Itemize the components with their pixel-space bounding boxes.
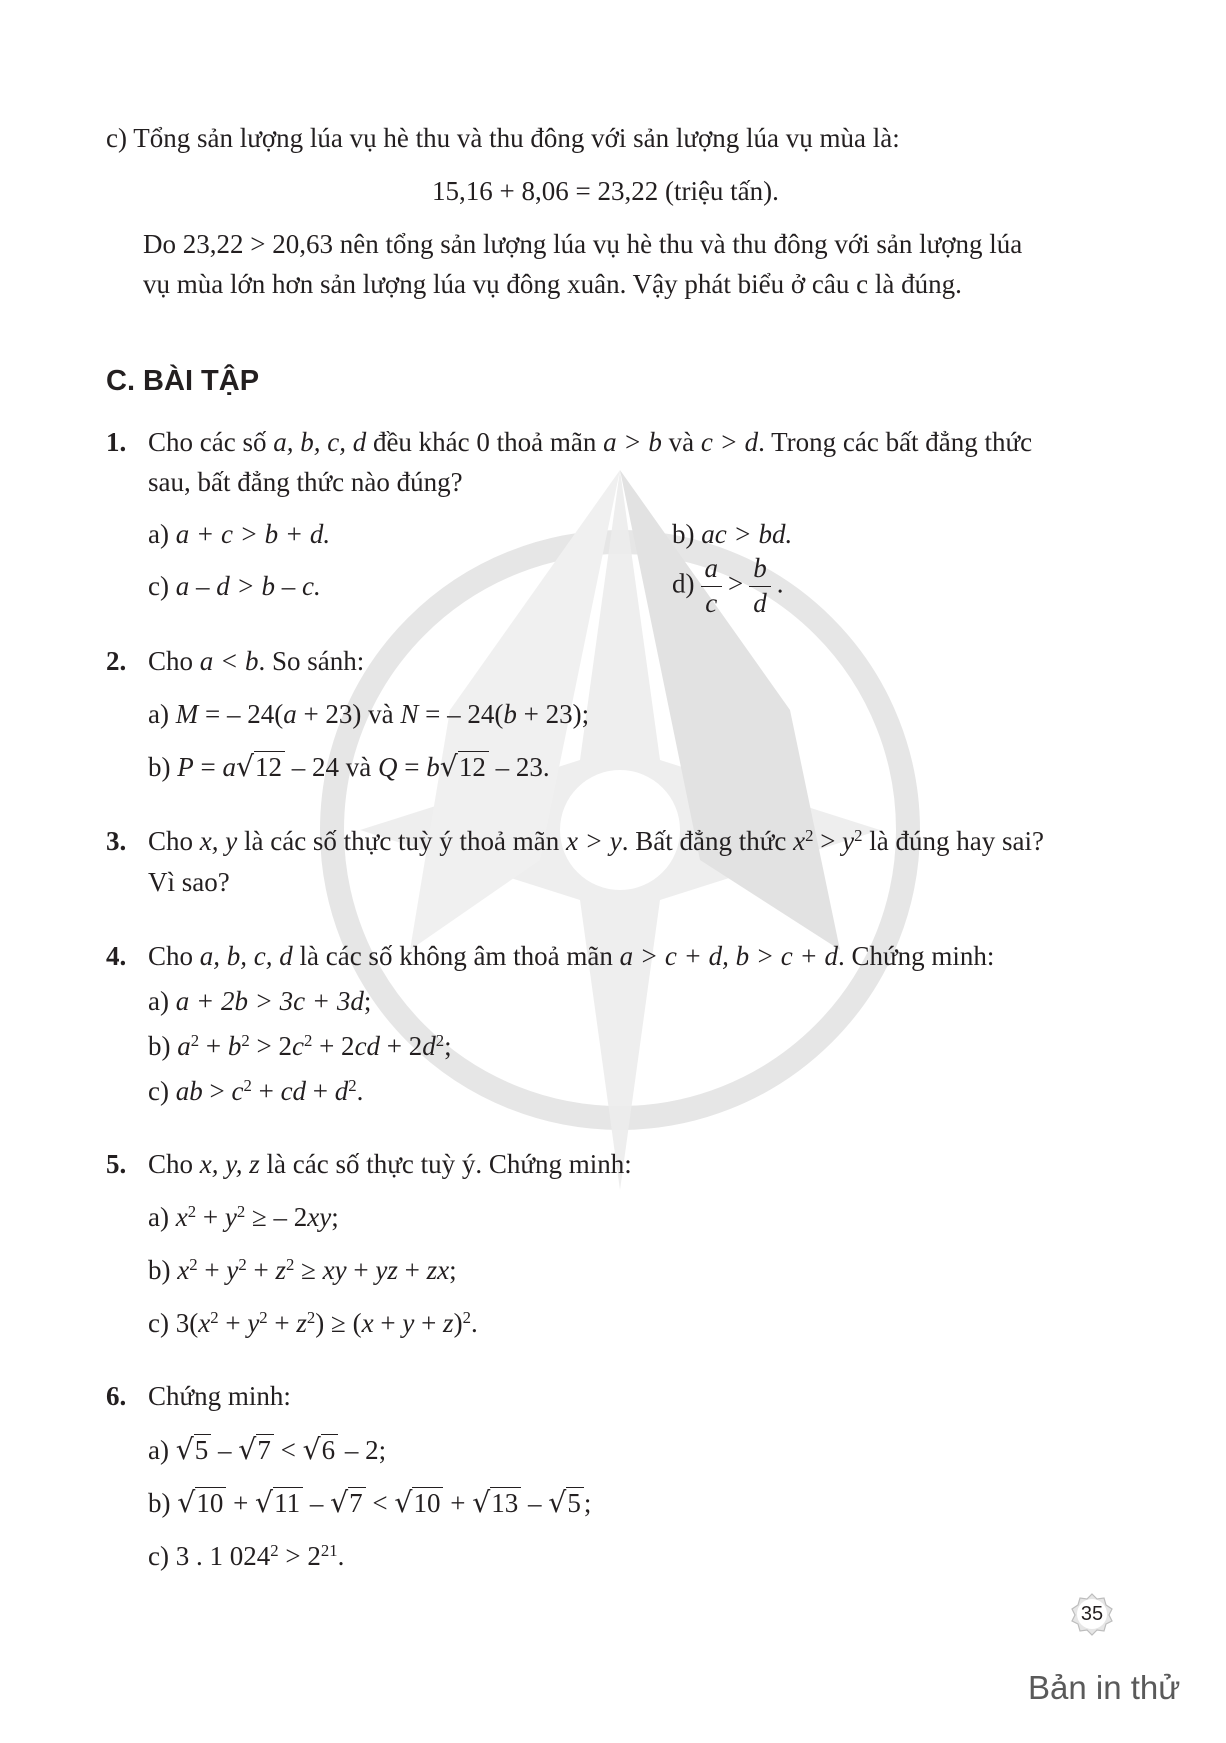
exercise-number: 5.: [106, 1149, 127, 1179]
exercise-number: 6.: [106, 1381, 127, 1411]
fraction-a-over-c: $\frac{a}{c}$: [701, 552, 723, 621]
section-title: C. BÀI TẬP: [106, 365, 260, 397]
exercise-number: 4.: [106, 941, 127, 971]
exercise-1-option-b: b) ac > bd.: [672, 519, 793, 549]
intro-line-1: c) Tổng sản lượng lúa vụ hè thu và thu đông với sản lượng lúa vụ mùa là:: [106, 123, 900, 153]
fraction-b-over-d: $\frac{b}{d}$: [749, 552, 771, 621]
exercise-2-option-b: b) P = a√12 – 24 và Q = b√12 – 23.: [148, 750, 550, 783]
exercise-6-option-c: c) 3 . 1 $024^2 > 2^{21}$.: [148, 1540, 345, 1571]
exercise-6-option-a: a) √5 – √7 < √6 – 2;: [148, 1433, 387, 1466]
exercise-3-line-2: Vì sao?: [148, 867, 230, 897]
exercise-5-option-b: b) $x^2 + y^2 + z^2$ ≥ xy + yz + zx;: [148, 1254, 457, 1285]
intro-equation: 15,16 + 8,06 = 23,22 (triệu tấn).: [432, 176, 779, 206]
exercise-4: 4. Cho a, b, c, d là các số không âm thoả mãn a > c + d, b > c + d. Chứng minh:: [106, 938, 994, 974]
exercise-6-option-b: b) √10 + √11 – √7 < √10 + √13 – √5 ;: [148, 1486, 592, 1519]
exercise-number: 1.: [106, 427, 127, 457]
intro-line-2: Do 23,22 > 20,63 nên tổng sản lượng lúa vụ hè thu và thu đông với sản lượng lúa: [143, 229, 1023, 259]
exercise-5: 5. Cho x, y, z là các số thực tuỳ ý. Chứng minh:: [106, 1146, 632, 1182]
page-number: 35: [1080, 1603, 1104, 1625]
exercise-1-option-d: d) $\frac{a}{c}$ > $\frac{b}{d}$ .: [672, 552, 783, 621]
exercise-4-option-c: c) ab > $c^2$ + cd + $d^2$.: [148, 1075, 364, 1106]
exercise-4-option-b: b) $a^2 + b^2 > 2c^2 + 2cd + 2d^2$;: [148, 1030, 452, 1061]
exercise-2: 2. Cho a < b. So sánh:: [106, 643, 364, 679]
proof-label: Bản in thử: [1028, 1669, 1181, 1706]
exercise-1-line-2: sau, bất đẳng thức nào đúng?: [148, 467, 463, 497]
exercise-3: 3. Cho x, y là các số thực tuỳ ý thoả mãn x > y. Bất đẳng thức $x^2 > y^2$ là đúng hay sai?: [106, 823, 1044, 859]
exercise-1-option-a: a) a + c > b + d.: [148, 519, 331, 549]
exercise-5-option-c: c) $3(x^2 + y^2 + z^2) \ge (x + y + z)^2$.: [148, 1307, 478, 1338]
exercise-2-option-a: a) M = – 24(a + 23) và N = – 24(b + 23);: [148, 699, 590, 729]
exercise-1-option-c: c) a – d > b – c.: [148, 571, 321, 601]
intro-line-3: vụ mùa lớn hơn sản lượng lúa vụ đông xuân. Vậy phát biểu ở câu c là đúng.: [143, 269, 962, 299]
exercise-6: 6. Chứng minh:: [106, 1378, 291, 1414]
watermark-logo-icon: [320, 430, 920, 1190]
exercise-number: 2.: [106, 646, 127, 676]
exercise-number: 3.: [106, 826, 127, 856]
exercise-1: 1. Cho các số a, b, c, d đều khác 0 thoả mãn a > b và c > d. Trong các bất đẳng thức: [106, 424, 1032, 460]
exercise-4-option-a: a) a + 2b > 3c + 3d;: [148, 986, 372, 1016]
page-number-badge: [1070, 1592, 1114, 1636]
exercise-5-option-a: a) $x^2 + y^2$ ≥ – 2xy;: [148, 1201, 339, 1232]
